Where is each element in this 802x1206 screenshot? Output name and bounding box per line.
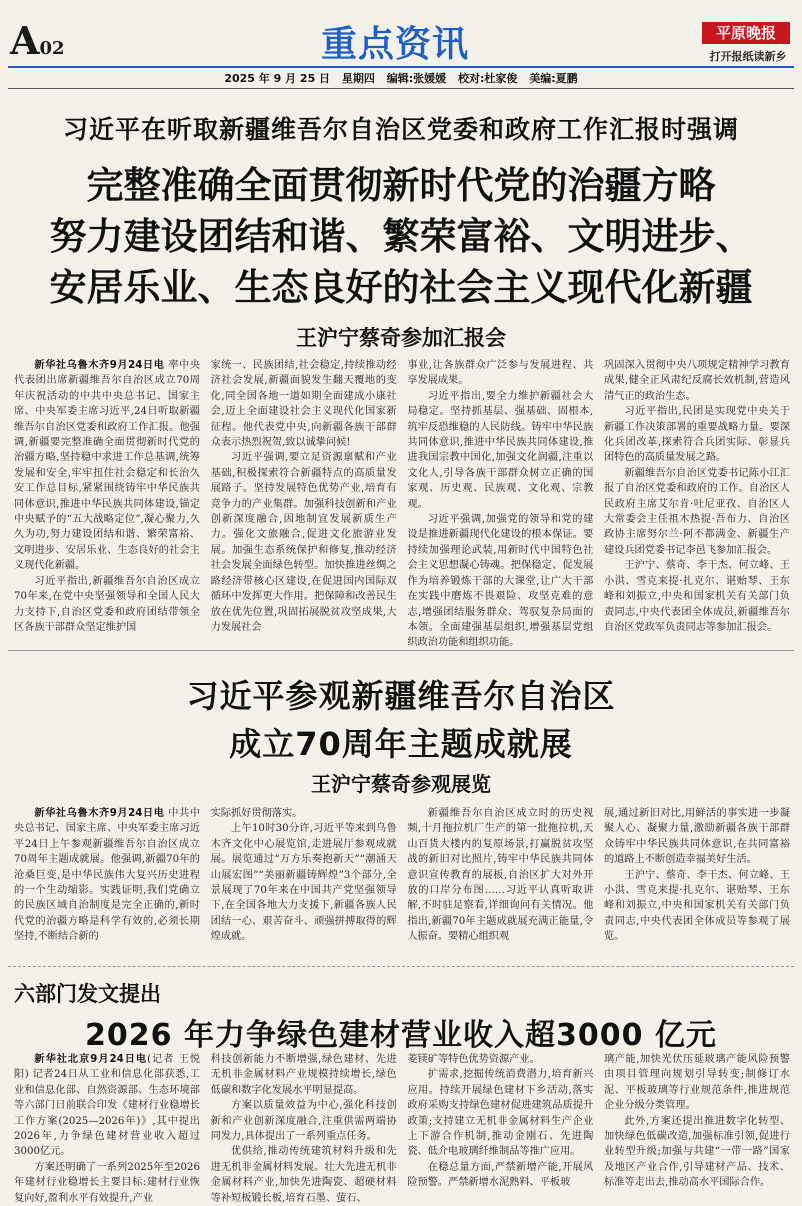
page-header bbox=[0, 0, 802, 92]
section-title: 重点资讯 bbox=[320, 24, 469, 65]
story2-paragraph: 王沪宁、蔡奇、李干杰、何立峰、王小洪、雪克来提·扎克尔、谌贻琴、王东峰和刘振立,中央和国家机关有关部门负责同志,中央代表团全体成员等参观了展览。 bbox=[603, 869, 790, 943]
story1-paragraph: 巩固深入贯彻中央八项规定精神学习教育成果,健全正风肃纪反腐长效机制,营造风清气正的政治生态。 bbox=[603, 360, 790, 402]
issue-info-line bbox=[0, 70, 802, 86]
brand-logo: 平原晚报 bbox=[702, 22, 790, 44]
story1-kicker: 习近平在听取新疆维吾尔自治区党委和政府工作汇报时强调 bbox=[62, 115, 739, 144]
issue-weekday: 星期四 bbox=[341, 72, 375, 85]
proofreader-credit: 校对:杜家俊 bbox=[458, 72, 518, 85]
editor-credit: 编辑:张媛媛 bbox=[386, 72, 447, 85]
story2-paragraph: 展,通过新旧对比,用鲜活的事实进一步凝聚人心、凝聚力量,激励新疆各族干部群众铸牢中华民族共同体意识,在共同富裕的道路上不断创造幸福美好生活。 bbox=[603, 808, 790, 866]
story3-paragraph: 优供给,推动传统建筑材料升级和先进无机非金属材料发展。壮大先进无机非金属材料产业,加快先进陶瓷、超硬材料等补短板锻长板,培育石墨、萤石、 bbox=[210, 1146, 397, 1204]
story3-paragraph: 此外,方案还提出推进数字化转型、加快绿色低碳改造,加强标准引领,促进行业转型升级;加强与共建“一带一路”国家及地区产业合作,引导建材产品、技术、标准等走出去,推动高水平国际合作。 bbox=[603, 1115, 790, 1189]
story3-headline: 2026 年力争绿色建材营业收入超3000 亿元 bbox=[85, 1018, 717, 1053]
page-digits: 02 bbox=[39, 38, 65, 59]
story2-paragraph: 实际抓好贯彻落实。 bbox=[210, 808, 303, 819]
story2-column-2 bbox=[211, 806, 397, 956]
story2-column-3 bbox=[407, 806, 593, 956]
page-number bbox=[10, 18, 65, 63]
issue-date: 2025 年 9 月 25 日 bbox=[224, 72, 331, 85]
header-rule bbox=[8, 66, 794, 68]
story1-headline-line3: 安居乐业、生态良好的社会主义现代化新疆 bbox=[49, 266, 753, 309]
story3-paragraph: 方案还明确了一系列2025年至2026年建材行业稳增长主要目标:建材行业恢复向好,盈利水平有效提升,产业 bbox=[14, 1161, 200, 1204]
header-thin-rule bbox=[8, 88, 794, 89]
story3-column-3 bbox=[407, 1052, 593, 1198]
story2-paragraph: 新疆维吾尔自治区成立时的历史视频,十月拖拉机厂生产的第一批拖拉机,天山百货大楼内的复原场景,打赢脱贫攻坚战的新旧对比照片,铸牢中华民族共同体意识宣传教育的展板,自治区扩大对外开放的口岸分布图……习近平认真听取讲解,不时驻足察看,详细询问有关情况。他指出,新疆70年主题成就展充满正能量,令人振奋。要精心组织观 bbox=[407, 808, 594, 943]
story2-column-4 bbox=[604, 806, 790, 956]
page-letter: A bbox=[10, 18, 40, 63]
story3-byline: (记者 王悦阳) bbox=[14, 1054, 200, 1081]
story3-paragraph: 菱镁矿等特色优势资源产业。 bbox=[407, 1054, 540, 1065]
story1-column-4 bbox=[603, 358, 790, 633]
story1-paragraph: 家统一、民族团结,社会稳定,持续推动经济社会发展,新疆面貌发生翻天覆地的变化,同全国各地一道如期全面建成小康社会,迈上全面建设社会主义现代化国家新征程。他代表党中央,向新疆各族干部群众表示热烈祝贺,致以诚挚问候! bbox=[210, 360, 397, 449]
story1-paragraph: 王沪宁、蔡奇、李干杰、何立峰、王小洪、雪克来提·扎克尔、谌贻琴、王东峰和刘振立,中央和国家机关有关部门负责同志,中央代表团全体成员,新疆维吾尔自治区党政军负责同志等参加汇报会。 bbox=[603, 560, 790, 633]
story2-headline-line2: 成立70周年主题成就展 bbox=[229, 725, 573, 763]
story3-paragraph: 扩需求,挖掘传统消费潜力,培育新兴应用。持续开展绿色建材下乡活动,落实政府采购支持绿色建材促进建筑品质提升政策;支持建立无机非金属材料生产企业上下游合作机制,推动金刚石、先进陶瓷、低介电玻璃纤维制品等推广应用。 bbox=[407, 1069, 594, 1158]
story3-paragraph: 方案以质量效益为中心,强化科技创新和产业创新深度融合,注重供需两端协同发力,具体提出了一系列重点任务。 bbox=[210, 1100, 397, 1143]
story1-paragraph: 事业,让各族群众广泛参与发展进程、共享发展成果。 bbox=[407, 360, 594, 387]
story3-column-1 bbox=[14, 1052, 200, 1204]
story2-text: 中共中央总书记、国家主席、中央军委主席习近平24日上午参观新疆维吾尔自治区成立70周年主题成就展。他强调,新疆70年的沧桑巨变,是中华民族伟大复兴历史进程的一个生动缩影。实践证明,我们党确立的民族区域自治制度是完全正确的,新时代党的治疆方略是科学有效的,必须长期坚持,不断结合新的 bbox=[14, 808, 201, 943]
story3-paragraph: 科技创新能力不断增强,绿色建材、先进无机非金属材料产业规模持续增长,绿色低碳和数字化发展水平明显提高。 bbox=[210, 1054, 397, 1096]
story2-dateline: 新华社乌鲁木齐9月24日电 bbox=[34, 808, 165, 819]
story3-paragraph: 在稳总量方面,严禁新增产能,开展风险预警。严禁新增水泥熟料、平板玻 bbox=[407, 1161, 594, 1189]
story2-column-1 bbox=[14, 806, 200, 956]
story1-paragraph: 习近平指出,要全力维护新疆社会大局稳定。坚持抓基层、强基础、固根本,筑牢反恐维稳的人民防线。铸牢中华民族共同体意识,推进中华民族共同体建设,推进我国宗教中国化,加强文化润疆,注重以文化人,引导各族干部群众树立正确的国家观、历史观、民族观、文化观、宗教观。 bbox=[407, 390, 594, 510]
story1-headline bbox=[0, 160, 802, 313]
story3-column-4 bbox=[604, 1052, 790, 1198]
story3-kicker: 六部门发文提出 bbox=[14, 981, 161, 1006]
story2-headline-line1: 习近平参观新疆维吾尔自治区 bbox=[186, 677, 616, 715]
story3-dateline: 新华社北京9月24日电 bbox=[34, 1054, 148, 1065]
story1-paragraph: 习近平强调,要立足资源禀赋和产业基础,积极探索符合新疆特点的高质量发展路子。坚持发展特色优势产业,培育有竞争力的产业集群。加强科技创新和产业创新深度融合,因地制宜发展新质生产力。强化文旅融合,促进文化旅游业发展。加强生态系统保护和修复,推动经济社会发展全面绿色转型。加快推进丝绸之路经济带核心区建设,在促进国内国际双循环中发挥更大作用。把保障和改善民生放在优先位置,巩固拓展脱贫攻坚成果,大力发展社会 bbox=[210, 452, 397, 633]
story2-paragraph bbox=[14, 806, 200, 945]
story1-paragraph: 新疆维吾尔自治区党委书记陈小江汇报了自治区党委和政府的工作。自治区人民政府主席艾尔肯·吐尼亚孜、自治区人大常委会主任祖木热提·吾布力、自治区政协主席努尔兰·阿不都满金、新疆生产建设兵团党委书记李邑飞参加汇报会。 bbox=[603, 467, 790, 556]
story-divider bbox=[8, 650, 794, 651]
story1-text: 率中央代表团出席新疆维吾尔自治区成立70周年庆祝活动的中共中央总书记、国家主席、中央军委主席习近平,24日听取新疆维吾尔自治区党委和政府工作汇报。他强调,新疆要完整准确全面贯彻新时代党的治疆方略,坚持稳中求进工作总基调,统筹发展和安全,牢牢扭住社会稳定和长治久安工作总目标,紧紧围绕铸牢中华民族共同体意识,推进中华民族共同体建设,锚定中央赋予的“五大战略定位”,凝心聚力,久久为功,努力建设团结和谐、繁荣富裕、文明进步、安居乐业、生态良好的社会主义现代化新疆。 bbox=[14, 360, 201, 572]
story1-paragraph: 习近平强调,加强党的领导和党的建设是推进新疆现代化建设的根本保证。要持续加强理论武装,用新时代中国特色社会主义思想凝心铸魂。把保稳定、促发展作为培养锻炼干部的大课堂,让广大干部在实践中磨炼不畏艰险、攻坚克难的意志,增强团结服务群众、驾驭复杂局面的本领。全面建强基层组织,增强基层党组织政治功能和组织功能。 bbox=[407, 514, 594, 649]
story1-paragraph: 习近平指出,民团是实现党中央关于新疆工作决策部署的重要战略力量。要深化兵团改革,探索符合兵团实际、彰显兵团特色的高质量发展之路。 bbox=[603, 406, 790, 464]
story1-column-1 bbox=[14, 358, 201, 633]
story1-paragraph: 习近平指出,新疆维吾尔自治区成立70年来,在党中央坚强领导和全国人民大力支持下,自治区党委和政府团结带领全区各族干部群众坚定维护国 bbox=[14, 575, 200, 633]
story2-paragraph: 上午10时30分许,习近平等来到乌鲁木齐文化中心展览馆,走进展厅参观成就展。展览通过“万方乐奏抱新天”“潮涌天山展宏图”“美丽新疆铸辉煌”3个部分,全景展现了70年来在中国共产党坚强领导下,在全国各地大力支援下,新疆各族人民团结一心、艰苦奋斗、顽强拼搏取得的辉煌成就。 bbox=[210, 823, 397, 943]
story3-paragraph: 璃产能,加快光伏压延玻璃产能风险预警由项目管理向规划引导转变;制修订水泥、平板玻璃等行业规范条件,推进规范企业分级分类管理。 bbox=[603, 1054, 790, 1112]
designer-credit: 美编:夏鹏 bbox=[529, 72, 578, 85]
story1-body bbox=[14, 358, 790, 649]
story2-body bbox=[14, 806, 790, 956]
story1-column-3 bbox=[407, 358, 594, 649]
story1-subhead: 王沪宁蔡奇参加汇报会 bbox=[296, 325, 506, 350]
story1-paragraph bbox=[14, 358, 200, 574]
story1-headline-line1: 完整准确全面贯彻新时代党的治疆方略 bbox=[86, 164, 716, 207]
brand-slogan: 打开报纸读新乡 bbox=[709, 50, 787, 63]
story3-paragraph bbox=[14, 1052, 200, 1160]
story2-headline bbox=[0, 672, 802, 768]
story3-body bbox=[14, 1052, 790, 1204]
story2-subhead: 王沪宁蔡奇参观展览 bbox=[311, 772, 491, 796]
story3-column-2 bbox=[210, 1052, 397, 1204]
story1-column-2 bbox=[210, 358, 397, 633]
story3-text: 记者24日从工业和信息化部获悉,工业和信息化部、自然资源部、生态环境部等六部门日前联合印发《建材行业稳增长工作方案(2025—2026年)》,其中提出2026年,力争绿色建材营业收入超过3000亿元。 bbox=[14, 1069, 200, 1158]
story1-dateline: 新华社乌鲁木齐9月24日电 bbox=[34, 360, 165, 371]
story-divider bbox=[8, 966, 794, 967]
story1-headline-line2: 努力建设团结和谐、繁荣富裕、文明进步、 bbox=[49, 215, 753, 258]
